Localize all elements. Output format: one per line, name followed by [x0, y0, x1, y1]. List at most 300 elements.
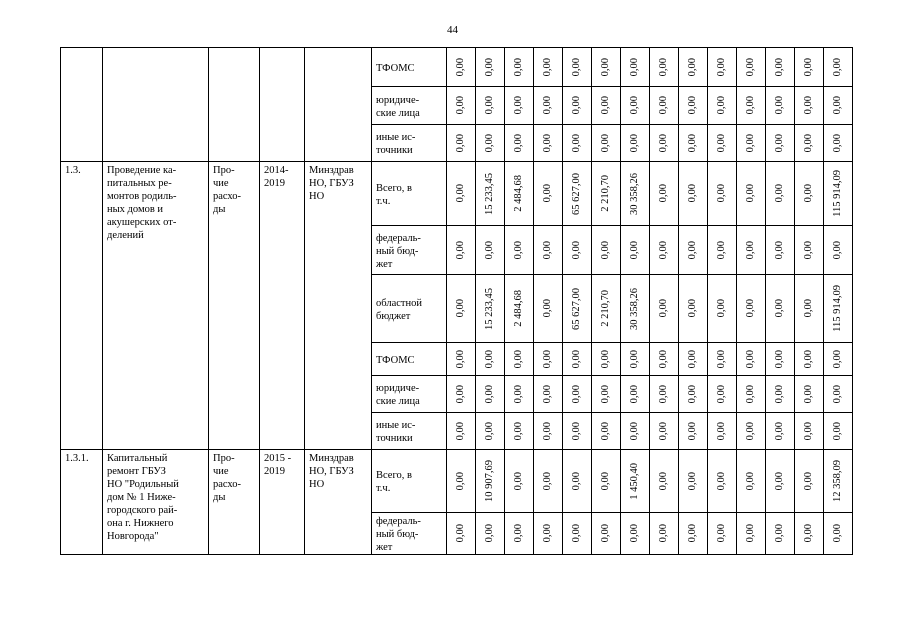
amount-value: 0,00 [745, 384, 756, 404]
amount-value: 0,00 [455, 184, 466, 203]
amount-cell [621, 48, 650, 87]
amount-value: 15 233,45 [484, 172, 495, 215]
executor-cell [305, 162, 372, 450]
amount-cell [621, 450, 650, 513]
amount-cell [708, 343, 737, 376]
amount-cell [708, 162, 737, 226]
amount-value: 0,00 [832, 57, 843, 77]
amount-value: 0,00 [571, 240, 582, 260]
amount-value: 115 914,09 [832, 285, 843, 332]
executor-line: Минздрав [309, 165, 354, 176]
amount-cell [476, 226, 505, 275]
amount-cell [679, 125, 708, 162]
amount-value: 0,00 [600, 240, 611, 260]
item-name-line: акушерских от- [107, 217, 177, 228]
amount-cell [708, 226, 737, 275]
amount-cell [592, 48, 621, 87]
amount-cell [592, 343, 621, 376]
amount-cell [505, 87, 534, 125]
amount-cell [766, 48, 795, 87]
funding-source-cell [372, 450, 447, 513]
amount-value: 0,00 [629, 133, 640, 153]
funding-source-line: федераль- [376, 232, 421, 244]
amount-cell [592, 162, 621, 226]
expense-type-line: Про- [213, 165, 235, 176]
amount-value: 0,00 [803, 524, 814, 543]
amount-cell [795, 376, 824, 413]
amount-cell [447, 376, 476, 413]
amount-cell [650, 48, 679, 87]
amount-value: 0,00 [455, 471, 466, 491]
expense-type-line: чие [213, 466, 229, 477]
item-name-line: ремонт ГБУЗ [107, 466, 166, 477]
amount-value: 0,00 [687, 299, 698, 318]
amount-value: 0,00 [571, 421, 582, 441]
amount-cell [650, 450, 679, 513]
amount-value: 2 210,70 [600, 175, 611, 212]
amount-value: 0,00 [542, 240, 553, 260]
amount-value: 0,00 [745, 471, 756, 491]
amount-cell [476, 413, 505, 450]
implementation-period-cell [260, 48, 305, 162]
amount-value: 0,00 [600, 57, 611, 77]
amount-value: 0,00 [629, 524, 640, 543]
amount-cell [824, 125, 853, 162]
funding-source-cell [372, 87, 447, 125]
amount-value: 0,00 [687, 349, 698, 369]
amount-cell [592, 513, 621, 555]
executor-cell [305, 450, 372, 555]
amount-value: 0,00 [774, 524, 785, 543]
amount-value: 30 358,26 [629, 287, 640, 330]
amount-cell [679, 513, 708, 555]
executor-line: НО [309, 479, 325, 490]
amount-cell [621, 413, 650, 450]
amount-cell [505, 226, 534, 275]
amount-value: 0,00 [571, 349, 582, 369]
amount-cell [447, 125, 476, 162]
amount-cell [505, 413, 534, 450]
amount-cell [505, 275, 534, 343]
funding-source: ТФОМС [376, 62, 415, 74]
funding-source-cell [372, 226, 447, 275]
amount-cell [621, 87, 650, 125]
amount-value: 0,00 [542, 524, 553, 543]
amount-value: 0,00 [513, 57, 524, 77]
amount-value: 0,00 [832, 96, 843, 115]
expense-type-line: ды [213, 492, 226, 503]
amount-cell [824, 343, 853, 376]
funding-source-line: точники [376, 433, 413, 444]
amount-value: 0,00 [658, 384, 669, 404]
amount-cell [795, 162, 824, 226]
amount-value: 0,00 [542, 384, 553, 404]
amount-value: 0,00 [716, 349, 727, 369]
amount-value: 0,00 [832, 384, 843, 404]
funding-source-line: юридиче- [376, 94, 420, 106]
item-name-line: НО "Родильный [107, 479, 179, 490]
amount-value: 0,00 [687, 471, 698, 491]
amount-cell [679, 413, 708, 450]
funding-source-cell [372, 162, 447, 226]
amount-value: 0,00 [745, 349, 756, 369]
amount-value: 0,00 [629, 421, 640, 441]
amount-value: 0,00 [803, 384, 814, 404]
amount-cell [592, 450, 621, 513]
amount-cell [824, 226, 853, 275]
amount-value: 0,00 [600, 471, 611, 491]
amount-cell [650, 343, 679, 376]
amount-cell [766, 413, 795, 450]
amount-value: 0,00 [687, 96, 698, 115]
amount-value: 0,00 [716, 421, 727, 441]
amount-value: 2 484,68 [513, 290, 524, 327]
amount-value: 0,00 [774, 421, 785, 441]
amount-cell [563, 125, 592, 162]
amount-value: 15 233,45 [484, 287, 495, 330]
funding-source-line: Всего, в [376, 470, 412, 481]
amount-cell [447, 226, 476, 275]
amount-cell [679, 376, 708, 413]
executor-cell [305, 48, 372, 162]
amount-value: 10 907,69 [484, 460, 495, 502]
item-name-line: делений [107, 230, 144, 241]
amount-value: 0,00 [658, 471, 669, 491]
amount-cell [476, 48, 505, 87]
amount-value: 0,00 [513, 524, 524, 543]
amount-value: 0,00 [803, 299, 814, 318]
amount-cell [505, 376, 534, 413]
amount-value: 0,00 [658, 57, 669, 77]
amount-value: 0,00 [745, 57, 756, 77]
amount-value: 0,00 [484, 384, 495, 404]
item-name-line: питальных ре- [107, 178, 172, 189]
amount-cell [708, 450, 737, 513]
amount-cell [563, 413, 592, 450]
amount-cell [447, 513, 476, 555]
amount-value: 0,00 [658, 421, 669, 441]
amount-value: 0,00 [455, 524, 466, 543]
item-name-cell [103, 162, 209, 450]
amount-value: 0,00 [803, 184, 814, 203]
amount-value: 0,00 [745, 240, 756, 260]
amount-cell [708, 275, 737, 343]
amount-value: 0,00 [658, 184, 669, 203]
amount-value: 0,00 [687, 384, 698, 404]
amount-cell [650, 226, 679, 275]
amount-value: 0,00 [774, 184, 785, 203]
amount-value: 0,00 [629, 384, 640, 404]
amount-cell [505, 162, 534, 226]
amount-cell [679, 48, 708, 87]
amount-value: 0,00 [687, 421, 698, 441]
amount-cell [447, 275, 476, 343]
funding-source-line: областной [376, 297, 422, 309]
amount-cell [621, 376, 650, 413]
amount-value: 0,00 [774, 384, 785, 404]
amount-value: 0,00 [629, 349, 640, 369]
implementation-period-line: 2019 [264, 466, 285, 477]
funding-source-cell [372, 413, 447, 450]
executor-line: Минздрав [309, 453, 354, 464]
funding-source-line: жет [376, 258, 393, 270]
amount-cell [505, 513, 534, 555]
amount-value: 0,00 [716, 184, 727, 203]
amount-cell [505, 48, 534, 87]
amount-cell [679, 450, 708, 513]
amount-value: 0,00 [745, 96, 756, 115]
item-number-cell [61, 450, 103, 555]
amount-value: 115 914,09 [832, 170, 843, 217]
amount-value: 0,00 [484, 524, 495, 543]
amount-value: 0,00 [600, 349, 611, 369]
amount-value: 0,00 [455, 57, 466, 77]
amount-value: 0,00 [774, 471, 785, 491]
amount-cell [476, 343, 505, 376]
amount-cell [737, 413, 766, 450]
table-row [61, 450, 853, 513]
amount-cell [476, 87, 505, 125]
amount-cell [679, 343, 708, 376]
amount-value: 0,00 [745, 524, 756, 543]
expense-type-line: расхо- [213, 191, 242, 202]
funding-source-cell [372, 275, 447, 343]
expense-type-cell [209, 48, 260, 162]
amount-cell [824, 275, 853, 343]
amount-cell [592, 413, 621, 450]
amount-cell [708, 125, 737, 162]
amount-cell [679, 226, 708, 275]
amount-value: 0,00 [803, 57, 814, 77]
amount-value: 0,00 [571, 384, 582, 404]
expense-type-line: расхо- [213, 479, 242, 490]
item-name-cell [103, 450, 209, 555]
amount-cell [795, 450, 824, 513]
funding-source-cell [372, 376, 447, 413]
amount-value: 2 210,70 [600, 290, 611, 327]
amount-value: 0,00 [716, 384, 727, 404]
amount-value: 0,00 [745, 299, 756, 318]
amount-cell [650, 162, 679, 226]
amount-cell [534, 125, 563, 162]
amount-cell [476, 125, 505, 162]
amount-cell [679, 275, 708, 343]
amount-cell [447, 48, 476, 87]
amount-value: 0,00 [484, 96, 495, 115]
item-number: 1.3.1. [65, 453, 89, 464]
amount-cell [563, 450, 592, 513]
amount-value: 0,00 [629, 57, 640, 77]
amount-value: 0,00 [600, 133, 611, 153]
amount-cell [476, 450, 505, 513]
funding-source-line: Всего, в [376, 182, 412, 194]
item-name-line: дом № 1 Ниже- [107, 492, 176, 503]
amount-cell [766, 162, 795, 226]
amount-value: 0,00 [484, 57, 495, 77]
amount-value: 0,00 [542, 184, 553, 203]
amount-cell [592, 376, 621, 413]
amount-cell [534, 87, 563, 125]
item-name-line: Проведение ка- [107, 165, 177, 176]
amount-value: 0,00 [658, 133, 669, 153]
amount-cell [476, 513, 505, 555]
amount-value: 65 627,00 [571, 287, 582, 330]
amount-value: 0,00 [774, 57, 785, 77]
amount-value: 0,00 [687, 240, 698, 260]
amount-value: 0,00 [513, 384, 524, 404]
amount-cell [563, 87, 592, 125]
amount-value: 0,00 [542, 57, 553, 77]
amount-cell [824, 162, 853, 226]
amount-cell [621, 125, 650, 162]
item-name-line: она г. Нижнего [107, 518, 174, 529]
amount-value: 0,00 [716, 524, 727, 543]
amount-cell [737, 226, 766, 275]
amount-value: 0,00 [716, 57, 727, 77]
amount-cell [737, 450, 766, 513]
funding-source-line: бюджет [376, 310, 411, 322]
amount-value: 0,00 [571, 57, 582, 77]
amount-cell [824, 48, 853, 87]
funding-source-cell [372, 125, 447, 162]
funding-source-line: юридиче- [376, 383, 420, 394]
amount-cell [505, 343, 534, 376]
amount-cell [447, 162, 476, 226]
amount-cell [737, 343, 766, 376]
amount-cell [563, 376, 592, 413]
amount-cell [534, 376, 563, 413]
amount-cell [650, 376, 679, 413]
amount-cell [795, 48, 824, 87]
funding-source-line: иные ис- [376, 420, 416, 431]
amount-value: 0,00 [716, 240, 727, 260]
amount-cell [737, 376, 766, 413]
amount-value: 0,00 [542, 421, 553, 441]
amount-value: 12 358,09 [832, 460, 843, 502]
amount-value: 0,00 [716, 133, 727, 153]
funding-source: ТФОМС [376, 354, 415, 366]
amount-value: 0,00 [513, 133, 524, 153]
amount-value: 1 450,40 [629, 462, 640, 500]
table-row [61, 162, 853, 226]
amount-cell [563, 162, 592, 226]
executor-line: НО, ГБУЗ [309, 178, 354, 189]
amount-value: 0,00 [716, 471, 727, 491]
amount-value: 0,00 [832, 349, 843, 369]
amount-value: 0,00 [600, 96, 611, 115]
amount-cell [737, 513, 766, 555]
amount-cell [766, 343, 795, 376]
amount-cell [766, 513, 795, 555]
amount-value: 0,00 [803, 349, 814, 369]
amount-cell [447, 413, 476, 450]
amount-value: 0,00 [542, 299, 553, 318]
amount-value: 0,00 [513, 421, 524, 441]
amount-value: 0,00 [774, 240, 785, 260]
amount-value: 0,00 [455, 421, 466, 441]
amount-cell [505, 450, 534, 513]
amount-value: 0,00 [600, 524, 611, 543]
amount-cell [563, 275, 592, 343]
amount-value: 0,00 [745, 184, 756, 203]
amount-cell [621, 513, 650, 555]
amount-cell [795, 413, 824, 450]
item-name-line: ных домов и [107, 204, 164, 215]
amount-cell [795, 343, 824, 376]
amount-value: 0,00 [513, 240, 524, 260]
expense-type-cell [209, 450, 260, 555]
amount-value: 0,00 [629, 240, 640, 260]
amount-value: 0,00 [571, 471, 582, 491]
funding-source-line: т.ч. [376, 195, 391, 207]
table-row [61, 48, 853, 87]
amount-value: 0,00 [803, 240, 814, 260]
amount-cell [621, 343, 650, 376]
amount-cell [650, 275, 679, 343]
amount-cell [824, 87, 853, 125]
amount-value: 0,00 [658, 240, 669, 260]
amount-cell [447, 343, 476, 376]
implementation-period-line: 2014- [264, 165, 289, 176]
amount-cell [737, 87, 766, 125]
page-number: 44 [447, 24, 458, 36]
amount-cell [592, 87, 621, 125]
item-number: 1.3. [65, 165, 81, 176]
amount-value: 0,00 [803, 471, 814, 491]
implementation-period-line: 2019 [264, 178, 285, 189]
amount-cell [650, 125, 679, 162]
amount-cell [766, 275, 795, 343]
funding-source-line: жет [376, 542, 393, 553]
amount-cell [795, 226, 824, 275]
item-name-line: городского рай- [107, 505, 178, 516]
amount-cell [534, 275, 563, 343]
amount-value: 0,00 [484, 240, 495, 260]
amount-value: 0,00 [658, 96, 669, 115]
amount-cell [505, 125, 534, 162]
amount-cell [563, 48, 592, 87]
item-name-line: Капитальный [107, 453, 168, 464]
expense-type-line: Про- [213, 453, 235, 464]
amount-value: 65 627,00 [571, 172, 582, 215]
amount-cell [824, 513, 853, 555]
amount-cell [476, 162, 505, 226]
amount-value: 0,00 [513, 349, 524, 369]
amount-cell [534, 48, 563, 87]
amount-value: 0,00 [484, 349, 495, 369]
item-name-line: монтов родиль- [107, 191, 177, 202]
amount-cell [795, 87, 824, 125]
amount-value: 0,00 [600, 384, 611, 404]
amount-cell [795, 275, 824, 343]
amount-cell [476, 376, 505, 413]
amount-cell [737, 48, 766, 87]
amount-value: 0,00 [687, 57, 698, 77]
funding-source-line: ный бюд- [376, 529, 419, 540]
amount-cell [447, 450, 476, 513]
item-number-cell [61, 48, 103, 162]
amount-value: 0,00 [542, 349, 553, 369]
executor-line: НО, ГБУЗ [309, 466, 354, 477]
amount-value: 0,00 [716, 96, 727, 115]
amount-value: 0,00 [484, 421, 495, 441]
amount-value: 0,00 [774, 299, 785, 318]
amount-value: 0,00 [600, 421, 611, 441]
amount-value: 0,00 [455, 299, 466, 318]
amount-value: 0,00 [687, 524, 698, 543]
amount-cell [534, 413, 563, 450]
amount-value: 0,00 [803, 421, 814, 441]
